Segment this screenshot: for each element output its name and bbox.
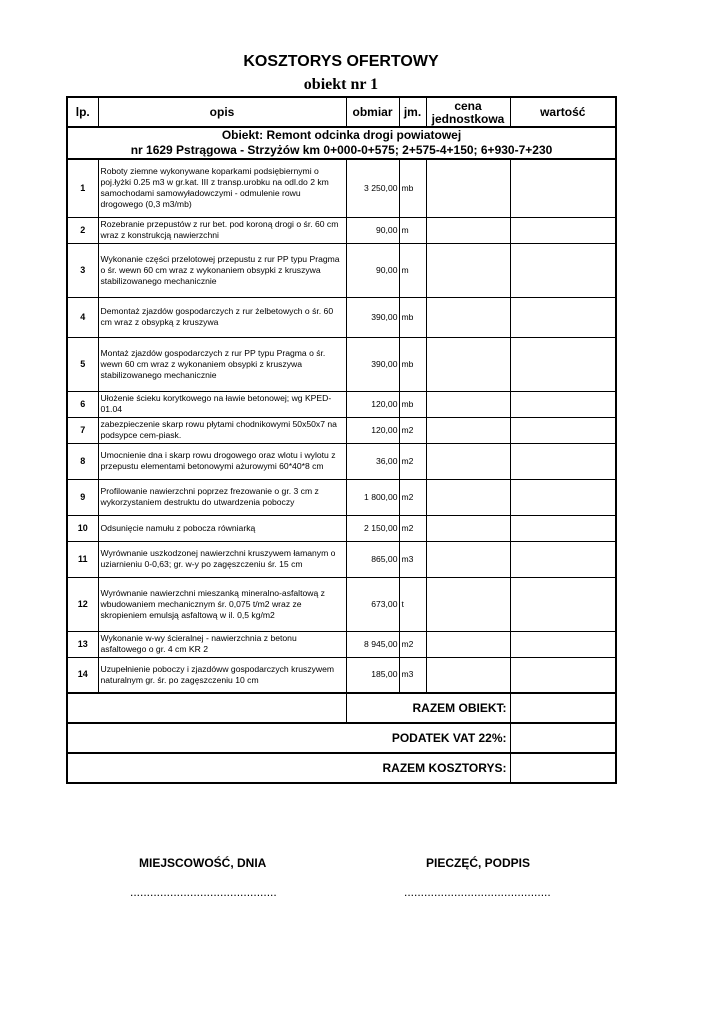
item-jm: m2 xyxy=(399,631,426,657)
item-lp: 8 xyxy=(67,443,98,479)
header-lp: lp. xyxy=(67,97,98,127)
podatek-vat-row xyxy=(67,723,616,753)
item-jm: m xyxy=(399,217,426,243)
table-row xyxy=(67,657,616,693)
item-jm: m3 xyxy=(399,541,426,577)
item-jm: mb xyxy=(399,337,426,391)
place-date-line: ............................................ xyxy=(130,885,277,899)
cost-estimate-table xyxy=(66,96,617,784)
item-wartosc xyxy=(510,417,616,443)
document-title: KOSZTORYS OFERTOWY xyxy=(243,53,439,70)
item-wartosc xyxy=(510,443,616,479)
item-opis: Ułożenie ścieku korytkowego na ławie betonowej; wg KPED-01.04 xyxy=(98,391,346,417)
item-lp: 1 xyxy=(67,159,98,217)
table-row xyxy=(67,159,616,217)
header-cena-line1: cena xyxy=(454,99,482,113)
razem-kosztorys-value xyxy=(510,753,616,783)
header-wartosc: wartość xyxy=(510,97,616,127)
item-lp: 12 xyxy=(67,577,98,631)
item-lp: 14 xyxy=(67,657,98,693)
item-cena-jednostkowa xyxy=(426,243,510,297)
item-wartosc xyxy=(510,479,616,515)
item-obmiar: 120,00 xyxy=(346,417,399,443)
razem-obiekt-label: RAZEM OBIEKT: xyxy=(346,693,510,723)
item-obmiar: 865,00 xyxy=(346,541,399,577)
table-row xyxy=(67,243,616,297)
item-cena-jednostkowa xyxy=(426,217,510,243)
item-opis: Wyrównanie nawierzchni mieszanką mineralno-asfaltową z wbudowaniem mechanicznym śr. 0,075 t/m2 wraz ze skropieniem emulsją asfaltową w il. 0,5 kg/m2 xyxy=(98,577,346,631)
table-header-row xyxy=(67,97,616,127)
item-opis: Demontaż zjazdów gospodarczych z rur żelbetowych o śr. 60 cm wraz z obsypką z kruszywa xyxy=(98,297,346,337)
item-lp: 7 xyxy=(67,417,98,443)
item-opis: zabezpieczenie skarp rowu płytami chodnikowymi 50x50x7 na podsypce cem-piask. xyxy=(98,417,346,443)
item-jm: mb xyxy=(399,391,426,417)
item-obmiar: 90,00 xyxy=(346,217,399,243)
object-description xyxy=(67,127,616,159)
item-cena-jednostkowa xyxy=(426,515,510,541)
table-row xyxy=(67,443,616,479)
razem-kosztorys-label: RAZEM KOSZTORYS: xyxy=(67,753,510,783)
item-lp: 2 xyxy=(67,217,98,243)
razem-obiekt-spacer xyxy=(67,693,346,723)
item-opis: Roboty ziemne wykonywane koparkami podsiębiernymi o poj.łyżki 0.25 m3 w gr.kat. III z transp.urobku na odl.do 2 km samochodami samowyładowczymi - odmulenie rowu drogowego (0,3 m3/mb) xyxy=(98,159,346,217)
item-cena-jednostkowa xyxy=(426,577,510,631)
item-obmiar: 185,00 xyxy=(346,657,399,693)
item-lp: 6 xyxy=(67,391,98,417)
item-wartosc xyxy=(510,217,616,243)
item-obmiar: 2 150,00 xyxy=(346,515,399,541)
table-row xyxy=(67,577,616,631)
table-row xyxy=(67,515,616,541)
razem-obiekt-row xyxy=(67,693,616,723)
item-wartosc xyxy=(510,391,616,417)
item-jm: mb xyxy=(399,297,426,337)
item-obmiar: 120,00 xyxy=(346,391,399,417)
item-wartosc xyxy=(510,541,616,577)
item-cena-jednostkowa xyxy=(426,479,510,515)
object-description-row xyxy=(67,127,616,159)
table-row xyxy=(67,541,616,577)
item-opis: Profilowanie nawierzchni poprzez frezowanie o gr. 3 cm z wykorzystaniem destruktu do utwardzenia poboczy xyxy=(98,479,346,515)
item-jm: m2 xyxy=(399,443,426,479)
item-lp: 13 xyxy=(67,631,98,657)
item-lp: 10 xyxy=(67,515,98,541)
place-date-label: MIEJSCOWOŚĆ, DNIA xyxy=(139,856,267,870)
item-wartosc xyxy=(510,515,616,541)
item-cena-jednostkowa xyxy=(426,337,510,391)
item-wartosc xyxy=(510,577,616,631)
item-wartosc xyxy=(510,159,616,217)
item-jm: m2 xyxy=(399,479,426,515)
item-obmiar: 8 945,00 xyxy=(346,631,399,657)
header-opis: opis xyxy=(98,97,346,127)
item-jm: m3 xyxy=(399,657,426,693)
table-row xyxy=(67,631,616,657)
item-wartosc xyxy=(510,631,616,657)
item-obmiar: 673,00 xyxy=(346,577,399,631)
item-jm: m2 xyxy=(399,515,426,541)
item-jm: m xyxy=(399,243,426,297)
podatek-vat-label: PODATEK VAT 22%: xyxy=(67,723,510,753)
object-line-2: nr 1629 Pstrągowa - Strzyżów km 0+000-0+575; 2+575-4+150; 6+930-7+230 xyxy=(130,143,553,157)
header-jm: jm. xyxy=(399,97,426,127)
item-cena-jednostkowa xyxy=(426,391,510,417)
item-opis: Odsunięcie namułu z pobocza równiarką xyxy=(98,515,346,541)
header-cena-line2: jednostkowa xyxy=(431,112,505,126)
item-cena-jednostkowa xyxy=(426,631,510,657)
table-row xyxy=(67,217,616,243)
table-row xyxy=(67,337,616,391)
item-lp: 4 xyxy=(67,297,98,337)
item-jm: m2 xyxy=(399,417,426,443)
item-cena-jednostkowa xyxy=(426,417,510,443)
item-obmiar: 390,00 xyxy=(346,337,399,391)
item-obmiar: 390,00 xyxy=(346,297,399,337)
item-cena-jednostkowa xyxy=(426,541,510,577)
razem-kosztorys-row xyxy=(67,753,616,783)
item-opis: Wykonanie części przelotowej przepustu z rur PP typu Pragma o śr. wewn 60 cm wraz z wykonaniem obsypki z kruszywa stabilizowanego mechanicznie xyxy=(98,243,346,297)
item-opis: Uzupełnienie poboczy i zjazdóww gospodarczych kruszywem naturalnym gr. śr. po zagęszczeniu 10 cm xyxy=(98,657,346,693)
header-obmiar: obmiar xyxy=(346,97,399,127)
item-wartosc xyxy=(510,243,616,297)
item-wartosc xyxy=(510,657,616,693)
item-jm: mb xyxy=(399,159,426,217)
object-line-1: Obiekt: Remont odcinka drogi powiatowej xyxy=(221,128,462,142)
razem-obiekt-value xyxy=(510,693,616,723)
item-cena-jednostkowa xyxy=(426,297,510,337)
document-subtitle: obiekt nr 1 xyxy=(303,76,379,93)
item-obmiar: 1 800,00 xyxy=(346,479,399,515)
item-wartosc xyxy=(510,297,616,337)
item-lp: 9 xyxy=(67,479,98,515)
item-lp: 5 xyxy=(67,337,98,391)
item-opis: Rozebranie przepustów z rur bet. pod koroną drogi o śr. 60 cm wraz z konstrukcją nawierzchni xyxy=(98,217,346,243)
table-row xyxy=(67,391,616,417)
item-lp: 11 xyxy=(67,541,98,577)
item-wartosc xyxy=(510,337,616,391)
podatek-vat-value xyxy=(510,723,616,753)
item-jm: t xyxy=(399,577,426,631)
table-row xyxy=(67,297,616,337)
item-opis: Wyrównanie uszkodzonej nawierzchni kruszywem łamanym o uziarnieniu 0-0,63; gr. w-y po zagęszczeniu śr. 15 cm xyxy=(98,541,346,577)
stamp-signature-line: ............................................ xyxy=(404,885,551,899)
header-cena-jednostkowa xyxy=(426,97,510,127)
item-cena-jednostkowa xyxy=(426,657,510,693)
item-obmiar: 3 250,00 xyxy=(346,159,399,217)
table-row xyxy=(67,479,616,515)
item-opis: Umocnienie dna i skarp rowu drogowego oraz wlotu i wylotu z przepustu elementami betonowymi ażurowymi 60*40*8 cm xyxy=(98,443,346,479)
stamp-signature-label: PIECZĘĆ, PODPIS xyxy=(426,856,531,870)
item-opis: Montaż zjazdów gospodarczych z rur PP typu Pragma o śr. wewn 60 cm wraz z wykonaniem obsypki z kruszywa stabilizowanego mechanicznie xyxy=(98,337,346,391)
item-obmiar: 36,00 xyxy=(346,443,399,479)
item-opis: Wykonanie w-wy ścieralnej - nawierzchnia z betonu asfaltowego o gr. 4 cm KR 2 xyxy=(98,631,346,657)
item-cena-jednostkowa xyxy=(426,443,510,479)
table-row xyxy=(67,417,616,443)
item-cena-jednostkowa xyxy=(426,159,510,217)
item-lp: 3 xyxy=(67,243,98,297)
item-obmiar: 90,00 xyxy=(346,243,399,297)
